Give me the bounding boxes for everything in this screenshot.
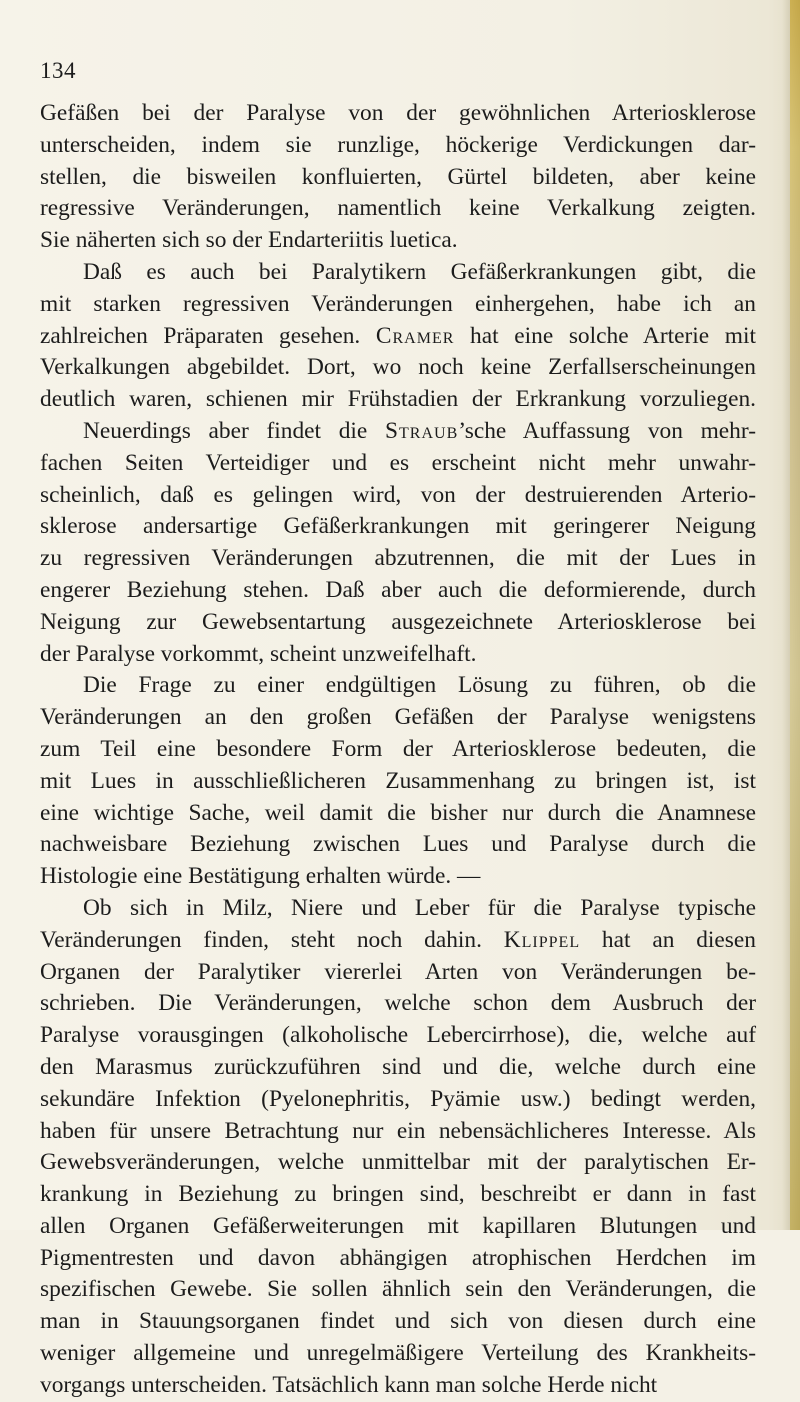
text-line: [40, 321, 756, 353]
text-line: nachweisbare Beziehung zwischen Lues und Paralyse durch die: [40, 831, 756, 858]
text-line: unterscheiden, indem sie runzlige, höckerige Verdickungen dar-: [40, 131, 756, 158]
text-line: vorgangs unterscheiden. Tatsächlich kann man solche Herde nicht: [40, 1371, 658, 1398]
author-name: Straub: [385, 417, 459, 444]
text-line: haben für unsere Betrachtung nur ein nebensächlicheres Interesse. Als: [40, 1117, 756, 1144]
text-line: sekundäre Infektion (Pyelonephritis, Pyämie usw.) bedingt werden,: [40, 1085, 756, 1112]
text-line: Ob sich in Milz, Niere und Leber für die Paralyse typische: [83, 894, 756, 921]
text-line: allen Organen Gefäßerweiterungen mit kapillaren Blutungen und: [40, 1212, 756, 1239]
text-segment: hat eine solche Arterie mit: [454, 322, 756, 349]
text-line: Paralyse vorausgingen (alkoholische Lebercirrhose), die, welche auf: [40, 1022, 756, 1049]
text-line: fachen Seiten Verteidiger und es erscheint nicht mehr unwahr-: [40, 449, 756, 476]
text-line: Pigmentresten und davon abhängigen atrophischen Herdchen im: [40, 1244, 756, 1271]
text-line: Neigung zur Gewebsentartung ausgezeichnete Arteriosklerose bei: [40, 608, 756, 635]
text-line: mit starken regressiven Veränderungen einhergehen, habe ich an: [40, 290, 756, 317]
text-line: deutlich waren, schienen mir Frühstadien der Erkrankung vorzuliegen.: [40, 386, 756, 413]
text-line: [40, 416, 756, 448]
text-line: Veränderungen an den großen Gefäßen der Paralyse wenigstens: [40, 704, 756, 731]
text-line: scheinlich, daß es gelingen wird, von der destruierenden Arterio-: [40, 481, 756, 508]
text-line: zum Teil eine besondere Form der Arteriosklerose bedeuten, die: [40, 735, 756, 762]
text-segment: Neuerdings aber findet die: [83, 417, 385, 444]
text-line: weniger allgemeine und unregelmäßigere Verteilung des Krankheits-: [40, 1340, 756, 1367]
body-text: [40, 98, 756, 1402]
text-line: Organen der Paralytiker viererlei Arten von Veränderungen be-: [40, 958, 756, 985]
text-line: engerer Beziehung stehen. Daß aber auch die deformierende, durch: [40, 576, 756, 603]
text-line: Daß es auch bei Paralytikern Gefäßerkrankungen gibt, die: [83, 258, 756, 285]
author-name: Cramer: [375, 322, 455, 349]
text-line: man in Stauungsorganen findet und sich von diesen durch eine: [40, 1308, 756, 1335]
text-line: zu regressiven Veränderungen abzutrennen, die mit der Lues in: [40, 545, 756, 572]
text-line: schrieben. Die Veränderungen, welche schon dem Ausbruch der: [40, 990, 756, 1017]
text-line: krankung in Beziehung zu bringen sind, beschreibt er dann in fast: [40, 1181, 756, 1208]
text-line: Gewebsveränderungen, welche unmittelbar mit der paralytischen Er-: [40, 1149, 756, 1176]
text-line: sklerose andersartige Gefäßerkrankungen mit geringerer Neigung: [40, 513, 756, 540]
text-segment: ’sche Auffassung von mehr-: [458, 417, 756, 444]
text-line: regressive Veränderungen, namentlich keine Verkalkung zeigten.: [40, 195, 756, 222]
text-line: eine wichtige Sache, weil damit die bisher nur durch die Anamnese: [40, 799, 756, 826]
text-line: Sie näherten sich so der Endarteriitis luetica.: [40, 227, 458, 254]
text-segment: hat an diesen: [580, 926, 756, 953]
text-line: Die Frage zu einer endgültigen Lösung zu führen, ob die: [83, 672, 756, 699]
page-number: 134: [40, 58, 76, 83]
text-line: Verkalkungen abgebildet. Dort, wo noch keine Zerfallserscheinungen: [40, 354, 756, 381]
text-line: spezifischen Gewebe. Sie sollen ähnlich sein den Veränderungen, die: [40, 1276, 756, 1303]
text-line: stellen, die bisweilen konfluierten, Gürtel bildeten, aber keine: [40, 163, 756, 190]
page-edge-stain: [790, 0, 800, 1230]
text-line: Gefäßen bei der Paralyse von der gewöhnlichen Arteriosklerose: [40, 100, 756, 126]
text-line: mit Lues in ausschließlicheren Zusammenhang zu bringen ist, ist: [40, 767, 756, 794]
text-line: [40, 925, 756, 957]
text-segment: Veränderungen finden, steht noch dahin.: [40, 926, 504, 953]
text-segment: zahlreichen Präparaten gesehen.: [40, 322, 376, 349]
text-line: der Paralyse vorkommt, scheint unzweifelhaft.: [40, 640, 477, 667]
text-line: Histologie eine Bestätigung erhalten würde. —: [40, 863, 481, 890]
author-name: Klippel: [503, 926, 581, 953]
text-line: den Marasmus zurückzuführen sind und die, welche durch eine: [40, 1053, 756, 1080]
